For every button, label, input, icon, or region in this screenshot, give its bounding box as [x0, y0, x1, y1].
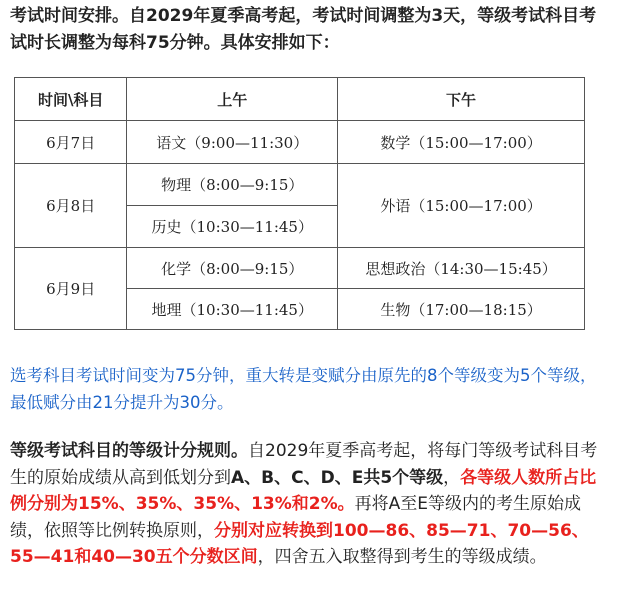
afternoon-exam-cell: 生物（17:00—18:15）: [338, 289, 585, 330]
table-row: [15, 164, 585, 206]
morning-exam-cell: 物理（8:00—9:15）: [127, 164, 338, 206]
rules-text: 再将A至E等级内的考生原始成绩，依照等比例转换原则，: [10, 494, 581, 541]
table-row: [15, 248, 585, 289]
blue-note-paragraph: 选考科目考试时间变为75分钟，重大转是变赋分由原先的8个等级变为5个等级，最低赋分由21分提升为30分。: [10, 366, 597, 412]
table-header-row: [15, 78, 585, 121]
rules-paragraph: [10, 438, 610, 571]
date-cell: 6月9日: [15, 248, 127, 330]
header-afternoon: 下午: [338, 78, 585, 121]
rules-text: ，四舍五入取整得到考生的等级成绩。: [257, 547, 547, 567]
score-range-highlight: 分别对应转换到100—86、85—71、70—56、55—41和40—30五个分数区间: [10, 520, 589, 567]
date-cell: 6月7日: [15, 121, 127, 164]
morning-exam-cell: 化学（8:00—9:15）: [127, 248, 338, 289]
morning-exam-cell: 历史（10:30—11:45）: [127, 206, 338, 248]
rules-text: 自2029年夏季高考起，将每门等级考试科目考生的原始成绩从高到低划分到: [10, 441, 598, 488]
grade-levels-text: A、B、C、D、E共5个等级: [231, 467, 444, 488]
morning-exam-cell: 语文（9:00—11:30）: [127, 121, 338, 164]
header-corner: 时间\科目: [15, 78, 127, 121]
table-row: [15, 121, 585, 164]
exam-schedule-table: [14, 77, 585, 330]
rules-text: ，: [443, 467, 461, 488]
intro-paragraph: 考试时间安排。自2029年夏季高考起，考试时间调整为3天，等级考试科目考试时长调整为每科75分钟。具体安排如下：: [10, 6, 597, 53]
afternoon-exam-cell: 思想政治（14:30—15:45）: [338, 248, 585, 289]
date-cell: 6月8日: [15, 164, 127, 248]
rules-heading: 等级考试科目的等级计分规则。: [10, 441, 248, 461]
header-morning: 上午: [127, 78, 338, 121]
afternoon-exam-cell: 外语（15:00—17:00）: [338, 164, 585, 248]
grade-ratio-highlight: 各等级人数所占比例分别为15%、35%、35%、13%和2%。: [10, 467, 597, 514]
morning-exam-cell: 地理（10:30—11:45）: [127, 289, 338, 330]
afternoon-exam-cell: 数学（15:00—17:00）: [338, 121, 585, 164]
